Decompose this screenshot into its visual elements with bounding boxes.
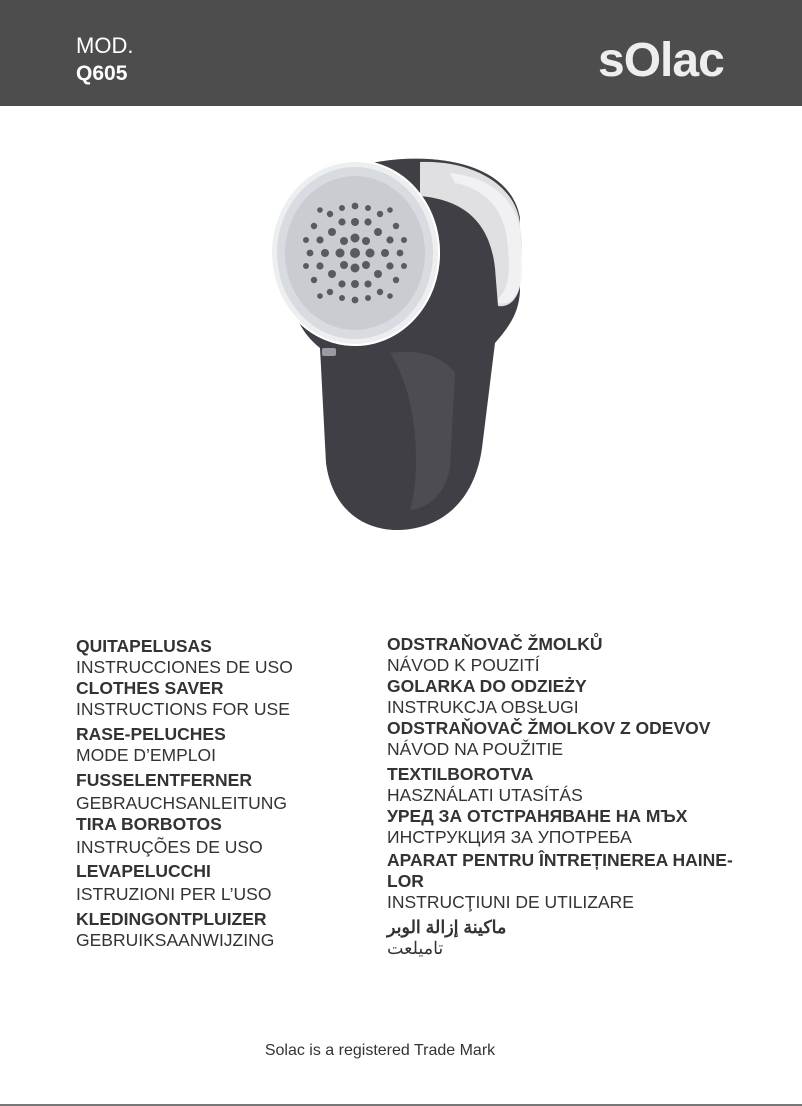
language-entry-ro bbox=[387, 850, 747, 913]
language-entry-es bbox=[76, 636, 366, 678]
language-entry-subtitle: GEBRUIKSAANWIJZING bbox=[76, 930, 275, 950]
language-entry-sk bbox=[387, 718, 747, 760]
language-entry-de bbox=[76, 770, 366, 814]
language-entry-it bbox=[76, 861, 366, 905]
language-entry-title: УРЕД ЗА ОТСТРАНЯВАНЕ НА МЪХ bbox=[387, 806, 688, 826]
language-entry-title: GOLARKA DO ODZIEŻY bbox=[387, 676, 587, 696]
language-entry-title: APARAT PENTRU ÎNTREȚINEREA HAINE-LOR bbox=[387, 850, 733, 891]
language-entry-fr bbox=[76, 724, 366, 766]
mod-label: MOD. bbox=[76, 33, 134, 58]
language-entry-subtitle: NÁVOD NA POUŽITIE bbox=[387, 739, 563, 759]
language-list-left bbox=[76, 636, 366, 951]
lint-remover-icon bbox=[270, 148, 540, 553]
language-entry-subtitle: INSTRUKCJA OBSŁUGI bbox=[387, 697, 579, 717]
language-entry-subtitle: INSTRUCCIONES DE USO bbox=[76, 657, 293, 677]
language-entry-pt bbox=[76, 814, 366, 858]
language-entry-subtitle: HASZNÁLATI UTASÍTÁS bbox=[387, 785, 583, 805]
language-entry-subtitle: MODE D’EMPLOI bbox=[76, 745, 217, 765]
language-entry-subtitle: ISTRUZIONI PER L’USO bbox=[76, 884, 272, 904]
language-entry-title: FUSSELENTFERNER bbox=[76, 770, 252, 790]
language-entry-title: ماكينة إزالة الوبر bbox=[387, 917, 507, 937]
language-entry-title: TIRA BORBOTOS bbox=[76, 814, 222, 834]
header-bar bbox=[0, 0, 802, 106]
model-number: Q605 bbox=[76, 62, 128, 85]
language-list-right bbox=[387, 634, 747, 959]
language-entry-nl bbox=[76, 909, 366, 951]
language-entry-subtitle: تاميلعت bbox=[387, 938, 444, 958]
language-entry-ar bbox=[387, 917, 747, 959]
brand-logo: sOlac bbox=[598, 34, 724, 87]
language-entry-title: TEXTILBOROTVA bbox=[387, 764, 534, 784]
language-entry-subtitle: ИНСТРУКЦИЯ ЗА УПОТРЕБА bbox=[387, 827, 632, 847]
language-entry-bg bbox=[387, 806, 747, 848]
trademark-note: Solac is a registered Trade Mark bbox=[264, 1042, 496, 1059]
language-entry-subtitle: INSTRUÇÕES DE USO bbox=[76, 837, 263, 857]
language-entry-hu bbox=[387, 764, 747, 806]
language-entry-title: KLEDINGONTPLUIZER bbox=[76, 909, 267, 929]
language-entry-title: LEVAPELUCCHI bbox=[76, 861, 211, 881]
language-entry-title: ODSTRAŇOVAČ ŽMOLKŮ bbox=[387, 634, 603, 654]
language-entry-title: RASE-PELUCHES bbox=[76, 724, 226, 744]
language-entry-cs bbox=[387, 634, 747, 676]
language-entry-title: QUITAPELUSAS bbox=[76, 636, 212, 656]
language-entry-title: ODSTRAŇOVAČ ŽMOLKOV Z ODEVOV bbox=[387, 718, 711, 738]
language-entry-pl bbox=[387, 676, 747, 718]
language-entry-subtitle: GEBRAUCHSANLEITUNG bbox=[76, 793, 288, 813]
language-entry-en bbox=[76, 678, 366, 720]
language-entry-subtitle: NÁVOD K POUZITÍ bbox=[387, 655, 540, 675]
language-entry-subtitle: INSTRUCTIONS FOR USE bbox=[76, 699, 290, 719]
language-entry-subtitle: INSTRUCŢIUNI DE UTILIZARE bbox=[387, 892, 634, 912]
language-entry-title: CLOTHES SAVER bbox=[76, 678, 224, 698]
